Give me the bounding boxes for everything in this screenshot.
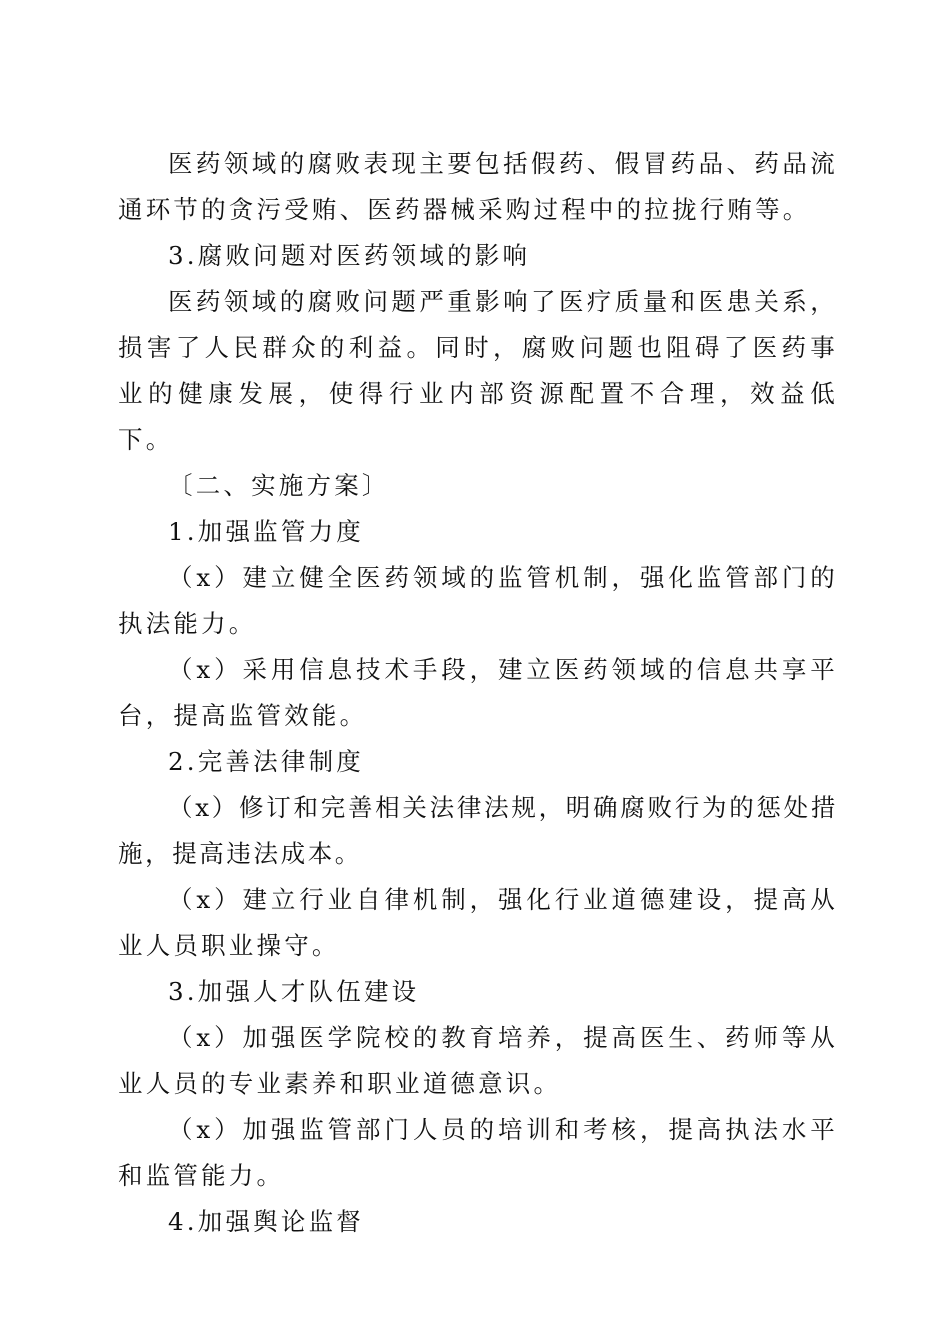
paragraph-industry-self-discipline: （x）建立行业自律机制，强化行业道德建设，提高从业人员职业操守。 — [118, 885, 838, 960]
paragraph-supervision-mechanism: （x）建立健全医药领域的监管机制，强化监管部门的执法能力。 — [118, 563, 838, 638]
paragraph-medical-education: （x）加强医学院校的教育培养，提高医生、药师等从业人员的专业素养和职业道德意识。 — [118, 1023, 838, 1098]
heading-improve-legal-system: 2.完善法律制度 — [168, 747, 364, 776]
paragraph-corruption-impact: 医药领域的腐败问题严重影响了医疗质量和医患关系，损害了人民群众的利益。同时，腐败问题也阻碍了医药事业的健康发展，使得行业内部资源配置不合理，效益低下。 — [118, 287, 838, 454]
heading-talent-team-building: 3.加强人才队伍建设 — [168, 977, 420, 1006]
heading-corruption-impact: 3.腐败问题对医药领域的影响 — [168, 241, 531, 270]
heading-strengthen-supervision: 1.加强监管力度 — [168, 517, 364, 546]
document-body — [118, 141, 838, 1245]
section-heading-implementation-plan: 〔二、实施方案〕 — [168, 471, 390, 500]
paragraph-corruption-manifestations: 医药领域的腐败表现主要包括假药、假冒药品、药品流通环节的贪污受贿、医药器械采购过程中的拉拢行贿等。 — [118, 149, 838, 224]
paragraph-information-platform: （x）采用信息技术手段，建立医药领域的信息共享平台，提高监管效能。 — [118, 655, 838, 730]
heading-public-opinion-supervision: 4.加强舆论监督 — [168, 1207, 364, 1236]
paragraph-revise-laws: （x）修订和完善相关法律法规，明确腐败行为的惩处措施，提高违法成本。 — [118, 793, 838, 868]
paragraph-staff-training: （x）加强监管部门人员的培训和考核，提高执法水平和监管能力。 — [118, 1115, 838, 1190]
